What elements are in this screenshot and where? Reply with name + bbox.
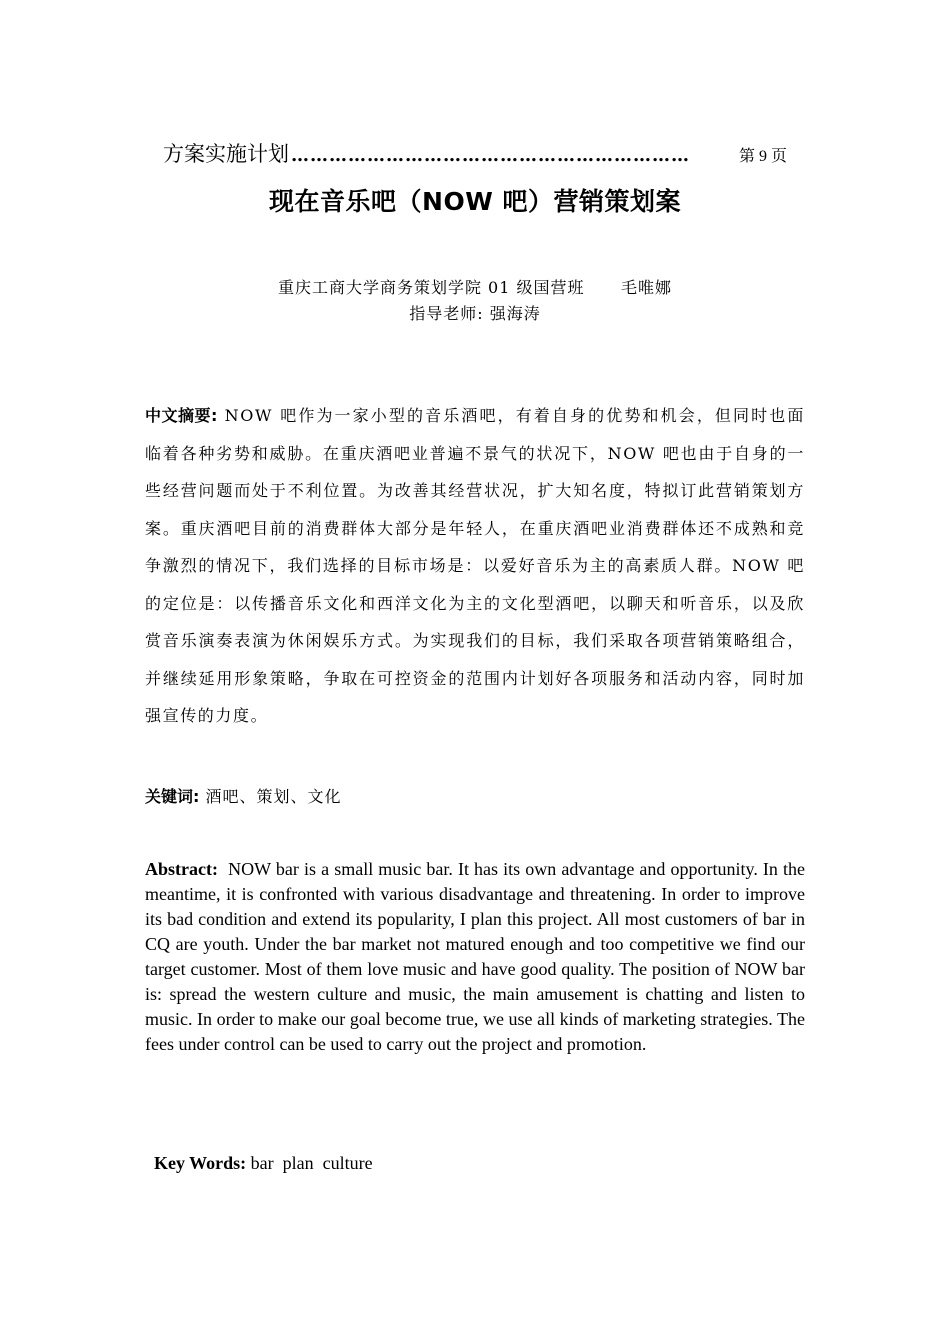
chinese-keywords-label: 关键词: <box>145 787 200 806</box>
chinese-abstract <box>145 397 805 735</box>
english-keywords-text: bar plan culture <box>246 1153 373 1173</box>
chinese-abstract-text: NOW 吧作为一家小型的音乐酒吧，有着自身的优势和机会，但同时也面临着各种劣势和威胁。在重庆酒吧业普遍不景气的状况下，NOW 吧也由于自身的一些经营问题而处于不利位置。为改善其经营状况，扩大知名度，特拟订此营销策划方案。重庆酒吧目前的消费群体大部分是年轻人，在重庆酒吧业消费群体还不成熟和竞争激烈的情况下，我们选择的目标市场是：以爱好音乐为主的高素质人群。NOW 吧的定位是：以传播音乐文化和西洋文化为主的文化型酒吧，以聊天和听音乐，以及欣赏音乐演奏表演为休闲娱乐方式。为实现我们的目标，我们采取各项营销策略组合，并继续延用形象策略，争取在可控资金的范围内计划好各项服务和活动内容，同时加强宣传的力度。 <box>145 406 805 725</box>
english-abstract-label: Abstract: <box>145 859 218 879</box>
english-abstract-text: NOW bar is a small music bar. It has its own advantage and opportunity. In the meantime, it is confronted with various disadvantage and threatening. In order to improve its bad condition and extend its popularity, I plan this project. All most customers of bar in CQ are youth. Under the bar market not matured enough and too competitive we find our target customer. Most of them love music and have good quality. The position of NOW bar is: spread the western culture and music, the main amusement is chatting and listen to music. In order to make our goal become true, we use all kinds of marketing strategies. The fees under control can be used to carry out the project and promotion. <box>145 859 810 1054</box>
toc-section-title: 方案实施计划 <box>163 142 289 166</box>
author-line: 重庆工商大学商务策划学院 01 级国营班 毛唯娜 <box>277 278 673 297</box>
chinese-keywords-text: 酒吧、策划、文化 <box>199 787 342 806</box>
chinese-abstract-label: 中文摘要: <box>145 406 218 425</box>
advisor-line: 指导老师: 强海涛 <box>409 304 541 323</box>
toc-page-number: 第 9 页 <box>738 148 787 165</box>
toc-entry <box>163 138 803 168</box>
english-keywords <box>145 1132 373 1174</box>
document-title: 现在音乐吧（NOW 吧）营销策划案 <box>269 187 681 216</box>
english-keywords-label: Key Words: <box>154 1153 247 1173</box>
chinese-keywords <box>145 784 342 807</box>
toc-leader-dots: ……………………………………………………… <box>291 145 690 166</box>
english-abstract <box>145 857 810 1057</box>
